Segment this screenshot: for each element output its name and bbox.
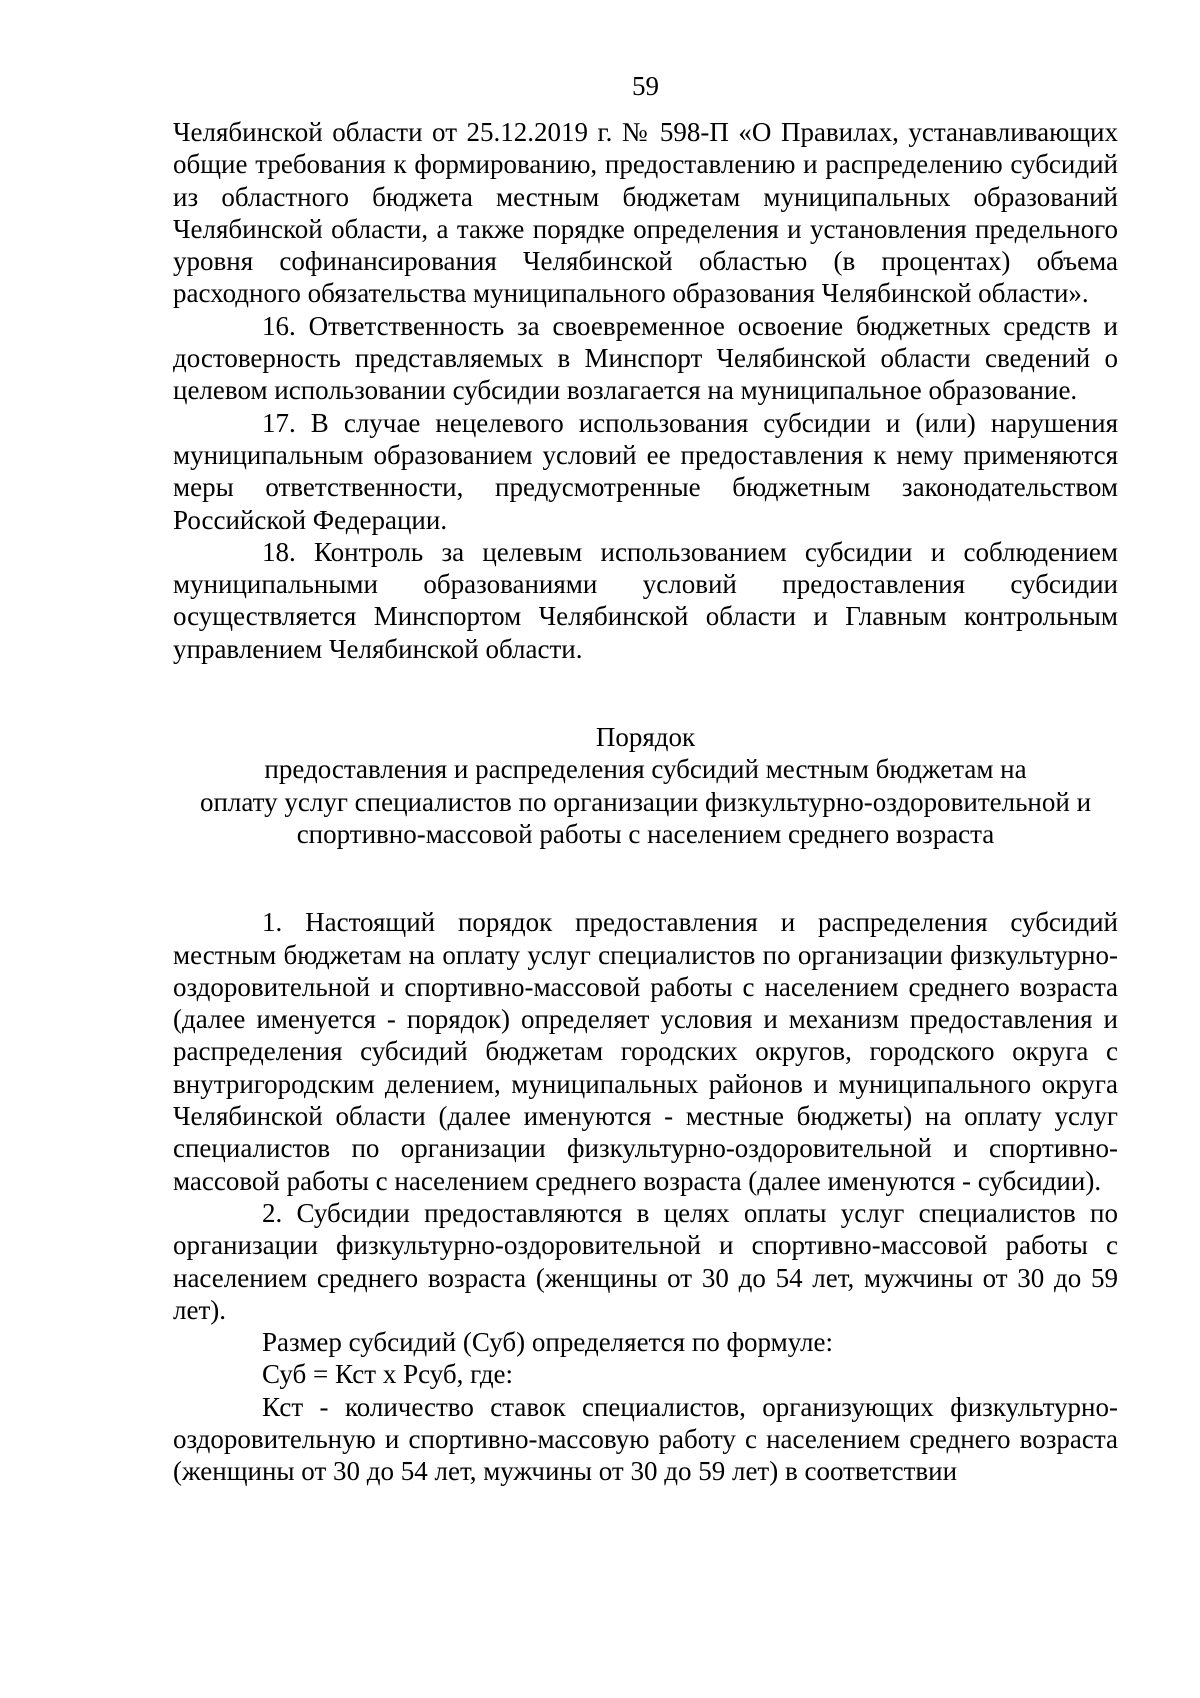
paragraph-continuation: Челябинской области от 25.12.2019 г. № 598-П «О Правилах, устанавливающих общие требования к формированию, предоставлению и распределению субсидий из областного бюджета местным бюджетам муниципальных образований Челябинской области, а также порядке определения и установления предельного уровня софинансирования Челябинской областью (в процентах) объема расходного обязательства муниципального образования Челябинской области». <box>173 117 1118 309</box>
section-heading-title: Порядок <box>595 722 696 753</box>
formula-definition: Кст - количество ставок специалистов, организующих физкультурно-оздоровительную и спортивно-массовую работу с населением среднего возраста (женщины от 30 до 54 лет, мужчины от 30 до 59 лет) в соответствии <box>173 1391 1118 1487</box>
section-heading-line-1: предоставления и распределения субсидий местным бюджетам на <box>264 754 1027 785</box>
paragraph-18: 18. Контроль за целевым использованием субсидии и соблюдением муниципальными образованиями условий предоставления субсидии осуществляется Минспортом Челябинской области и Главным контрольным управлением Челябинской области. <box>173 536 1118 664</box>
section-heading-line-3: спортивно-массовой работы с населением среднего возраста <box>296 818 995 849</box>
page-number: 59 <box>632 71 659 101</box>
paragraph-1: 1. Настоящий порядок предоставления и распределения субсидий местным бюджетам на оплату услуг специалистов по организации физкультурно-оздоровительной и спортивно-массовой работы с населением среднего возраста (далее именуется - порядок) определяет условия и механизм предоставления и распределения субсидий бюджетам городских округов, городского округа с внутригородским делением, муниципальных районов и муниципального округа Челябинской области (далее именуются - местные бюджеты) на оплату услуг специалистов по организации физкультурно-оздоровительной и спортивно-массовой работы с населением среднего возраста (далее именуются - субсидии). <box>173 907 1118 1196</box>
paragraph-17: 17. В случае нецелевого использования субсидии и (или) нарушения муниципальным образованием условий ее предоставления к нему применяются меры ответственности, предусмотренные бюджетным законодательством Российской Федерации. <box>173 407 1118 535</box>
formula: Суб = Кст х Рсуб, где: <box>262 1359 514 1390</box>
paragraph-2: 2. Субсидии предоставляются в целях оплаты услуг специалистов по организации физкультурно-оздоровительной и спортивно-массовой работы с населением среднего возраста (женщины от 30 до 54 лет, мужчины от 30 до 59 лет). <box>173 1197 1118 1325</box>
paragraph-16: 16. Ответственность за своевременное освоение бюджетных средств и достоверность представляемых в Минспорт Челябинской области сведений о целевом использовании субсидии возлагается на муниципальное образование. <box>173 310 1118 406</box>
document-page <box>173 70 1118 1488</box>
section-heading-line-2: оплату услуг специалистов по организации физкультурно-оздоровительной и <box>199 786 1092 817</box>
formula-intro: Размер субсидий (Суб) определяется по формуле: <box>262 1327 833 1358</box>
